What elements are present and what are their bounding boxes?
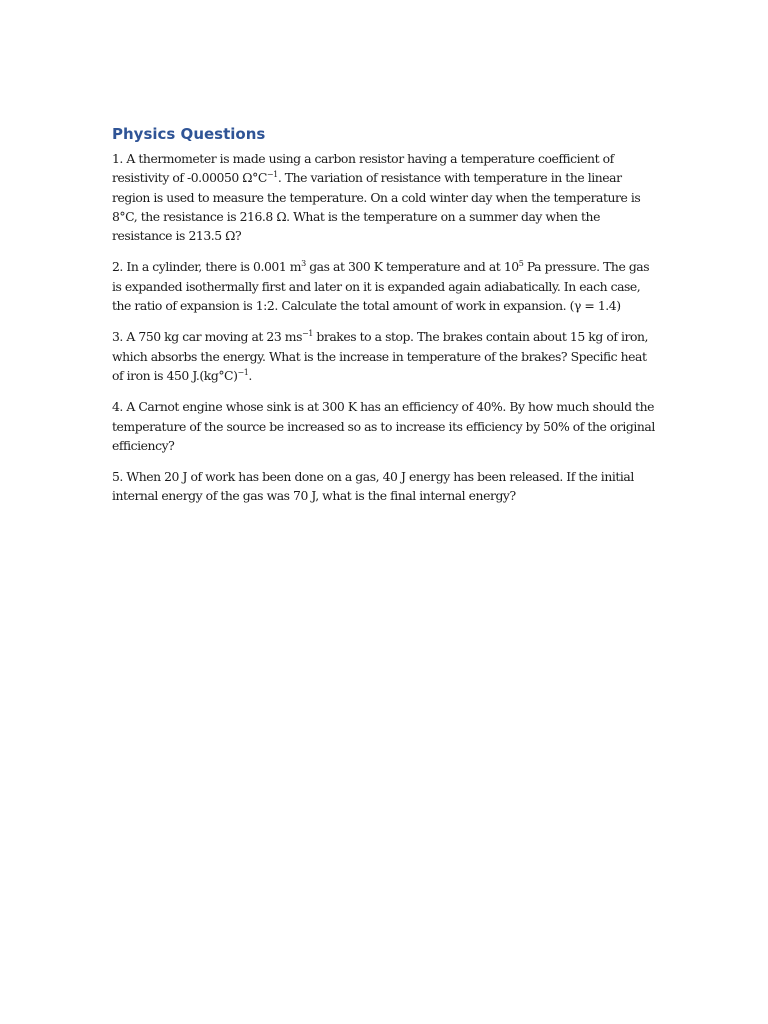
superscript: −1 <box>302 329 313 339</box>
question-text: Pa pressure. The gas is expanded isothermally first and later on it is expanded again adiabatically. In each case, the ratio of expansion is 1:2. Calculate the total amount of work in expansion. (γ = 1.4) <box>112 259 650 314</box>
superscript: 3 <box>301 259 306 269</box>
question-text: . The variation of resistance with temperature in the linear region is used to measure the temperature. On a cold winter day when the temperature is 8°C, the resistance is 216.8 Ω. What is the temperature on a summer day when the resistance is 213.5 Ω? <box>112 170 641 244</box>
question-text: 1. A thermometer is made using a carbon resistor having a temperature coefficient of resistivity of -0.00050 Ω°C <box>112 151 614 186</box>
question-text: 4. A Carnot engine whose sink is at 300 K has an efficiency of 40%. By how much should the temperature of the source be increased so as to increase its efficiency by 50% of the original efficiency? <box>112 399 655 453</box>
question-2 <box>112 257 660 315</box>
superscript: −1 <box>237 367 249 377</box>
question-text: gas at 300 K temperature and at 10 <box>305 259 519 275</box>
question-text: brakes to a stop. The brakes contain about 15 kg of iron, which absorbs the energy. What is the increase in temperature of the brakes? Specific heat of iron is 450 J.(kg°C) <box>112 329 648 383</box>
question-text: 2. In a cylinder, there is 0.001 m <box>112 259 302 275</box>
document-heading: Physics Questions <box>112 125 266 143</box>
question-text: 5. When 20 J of work has been done on a gas, 40 J energy has been released. If the initial internal energy of the gas was 70 J, what is the final internal energy? <box>112 469 634 504</box>
superscript: −1 <box>266 170 278 180</box>
question-5 <box>112 467 660 506</box>
superscript: 5 <box>518 259 524 269</box>
question-text: . <box>248 367 252 383</box>
question-3 <box>112 327 660 385</box>
question-text: 3. A 750 kg car moving at 23 ms <box>112 329 302 345</box>
document-page <box>112 124 660 518</box>
question-4 <box>112 397 660 455</box>
question-1 <box>112 149 660 245</box>
